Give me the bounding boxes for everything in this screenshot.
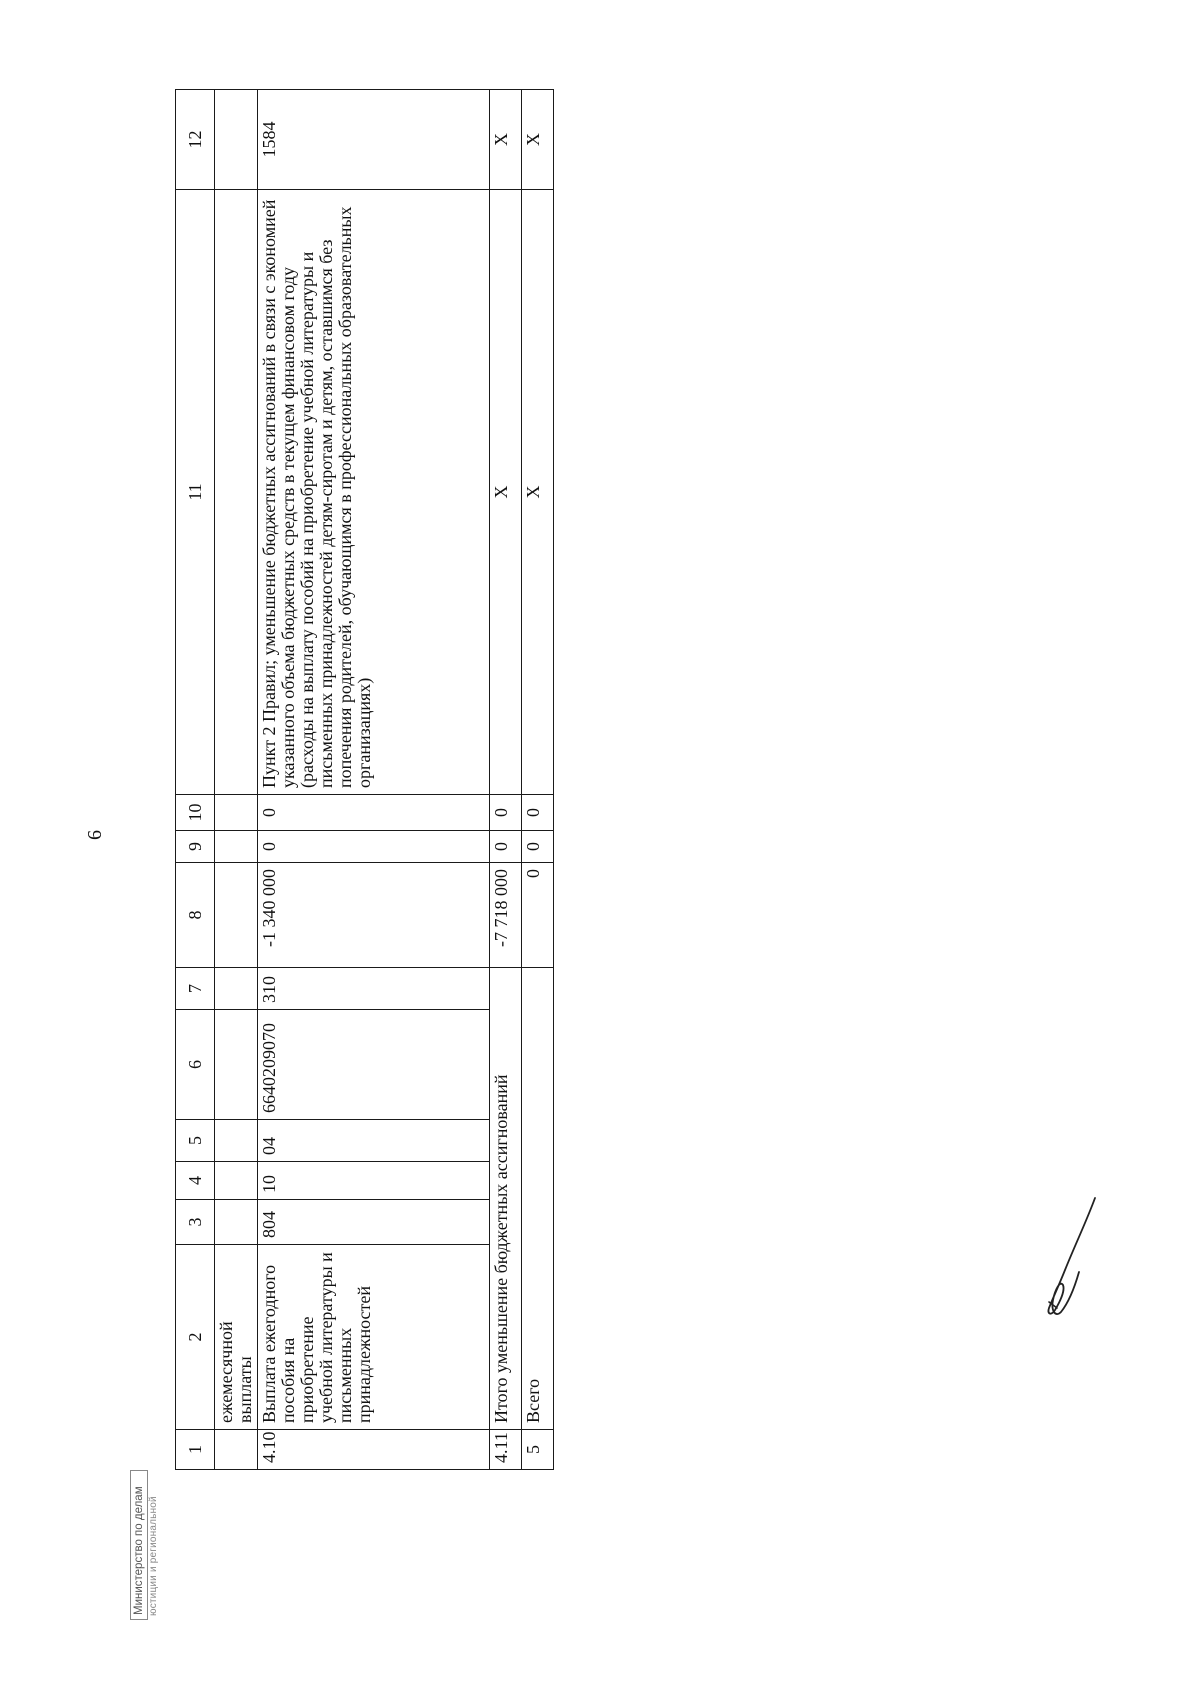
total-col-11: X bbox=[490, 190, 522, 795]
code-col-12: 1584 bbox=[258, 90, 490, 190]
grand-col-11: X bbox=[522, 190, 554, 795]
table-header-row bbox=[176, 90, 215, 1470]
row-number: 4.10 bbox=[258, 1430, 490, 1470]
total-col-10: 0 bbox=[490, 795, 522, 831]
stamp-line-1: Министерство по делам bbox=[130, 1470, 148, 1620]
grand-col-9: 0 bbox=[522, 831, 554, 863]
signature-icon bbox=[1035, 1190, 1105, 1330]
table-row-4-11 bbox=[490, 90, 522, 1470]
grand-col-12: X bbox=[522, 90, 554, 190]
header-col-12: 12 bbox=[176, 90, 215, 190]
amount-col-10: 0 bbox=[258, 795, 490, 831]
budget-table bbox=[175, 89, 554, 1470]
code-col-7: 310 bbox=[258, 968, 490, 1010]
table-row-4-10 bbox=[258, 90, 490, 1470]
code-col-4: 10 bbox=[258, 1162, 490, 1200]
stamp-line-2: юстиции и региональной bbox=[148, 1496, 159, 1616]
table-row-continuation bbox=[215, 90, 258, 1470]
header-col-9: 9 bbox=[176, 831, 215, 863]
header-col-7: 7 bbox=[176, 968, 215, 1010]
header-col-1: 1 bbox=[176, 1430, 215, 1470]
grand-col-10: 0 bbox=[522, 795, 554, 831]
rotated-table-page bbox=[175, 90, 601, 1470]
total-decrease-amount: -7 718 000 bbox=[490, 863, 522, 968]
code-col-5: 04 bbox=[258, 1120, 490, 1162]
amount-col-9: 0 bbox=[258, 831, 490, 863]
code-col-6: 6640209070 bbox=[258, 1010, 490, 1120]
continuation-text: ежемесячной выплаты bbox=[215, 1245, 258, 1430]
amount-col-8: -1 340 000 bbox=[258, 863, 490, 968]
registration-stamp bbox=[130, 1470, 180, 1620]
header-col-6: 6 bbox=[176, 1010, 215, 1120]
header-col-8: 8 bbox=[176, 863, 215, 968]
header-col-3: 3 bbox=[176, 1200, 215, 1245]
header-col-4: 4 bbox=[176, 1162, 215, 1200]
table-row-5 bbox=[522, 90, 554, 1470]
grand-total-label: Всего bbox=[522, 968, 554, 1430]
row-number: 5 bbox=[522, 1430, 554, 1470]
header-col-2: 2 bbox=[176, 1245, 215, 1430]
total-col-9: 0 bbox=[490, 831, 522, 863]
expense-name: Выплата ежегодного пособия на приобретение учебной литературы и письменных принадлежностей bbox=[258, 1245, 490, 1430]
code-col-3: 804 bbox=[258, 1200, 490, 1245]
justification-text: Пункт 2 Правил; уменьшение бюджетных ассигнований в связи с экономией указанного объема бюджетных средств в текущем финансовом году (расходы на выплату пособий на приобретение учебной литературы и письменных принадлежностей детям-сиротам и детям, оставшимся без попечения родителей, обучающимся в профессиональных образовательных организациях) bbox=[258, 190, 490, 795]
header-col-11: 11 bbox=[176, 190, 215, 795]
grand-total-amount: 0 bbox=[522, 863, 554, 968]
total-decrease-label: Итого уменьшение бюджетных ассигнований bbox=[490, 968, 522, 1430]
row-number: 4.11 bbox=[490, 1430, 522, 1470]
header-col-5: 5 bbox=[176, 1120, 215, 1162]
header-col-10: 10 bbox=[176, 795, 215, 831]
total-col-12: X bbox=[490, 90, 522, 190]
page-number: 6 bbox=[84, 830, 106, 840]
